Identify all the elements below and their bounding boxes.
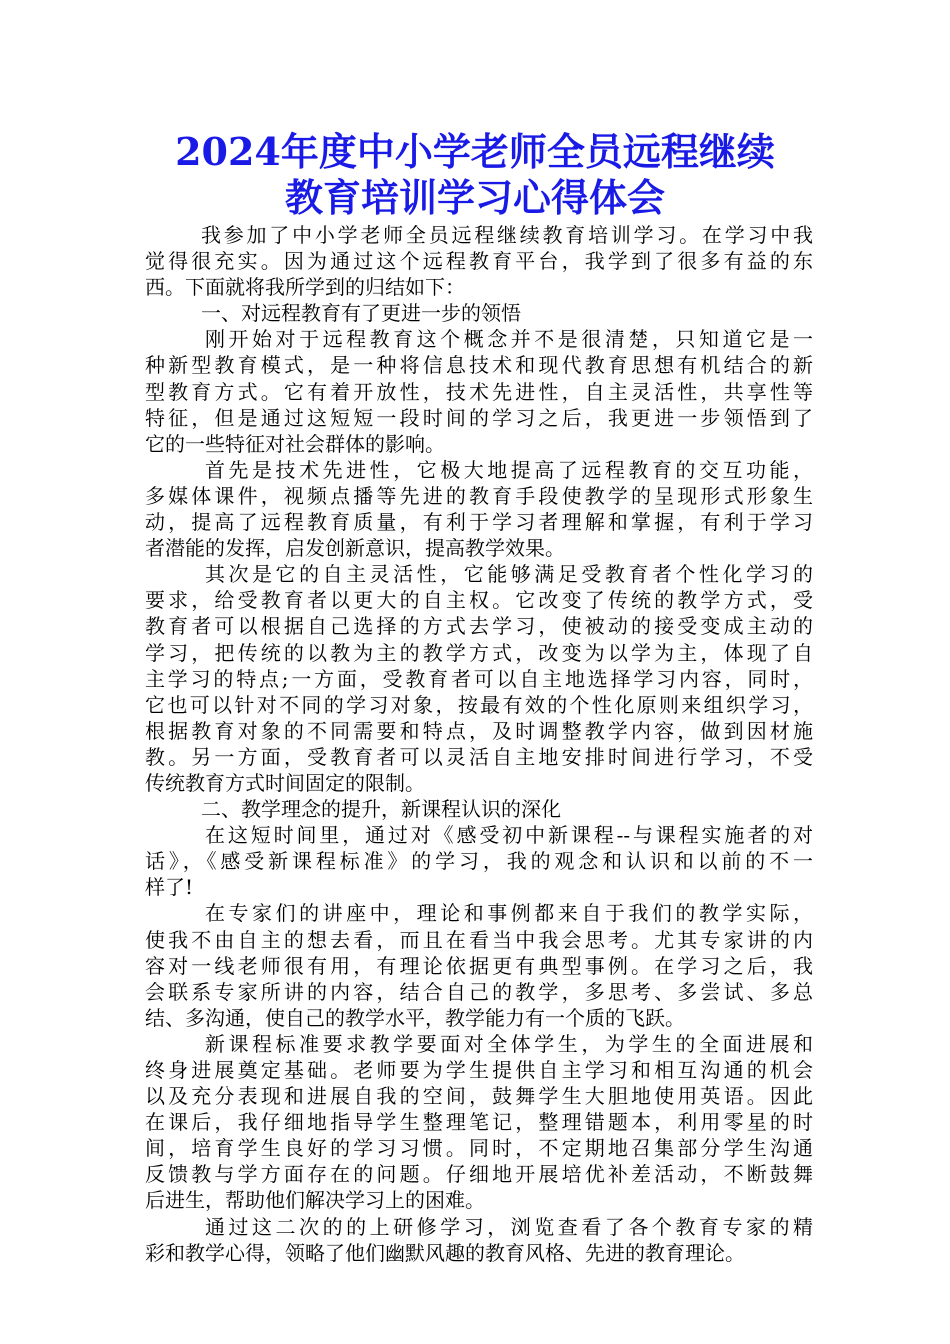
document-title-line-1: 2024年度中小学老师全员远程继续 (175, 129, 775, 174)
body-line: 样了! (145, 875, 194, 900)
body-line: 会联系专家所讲的内容，结合自己的教学，多思考、多尝试、多总 (145, 979, 813, 1004)
body-line: 动，提高了远程教育质量，有利于学习者理解和掌握，有利于学习 (145, 510, 813, 535)
body-line: 新课程标准要求教学要面对全体学生，为学生的全面进展和 (205, 1031, 813, 1056)
body-line: 通过这二次的的上研修学习，浏览查看了各个教育专家的精 (205, 1214, 813, 1239)
body-line: 传统教育方式时间固定的限制。 (145, 770, 425, 795)
body-line: 教育者可以根据自己选择的方式去学习，使被动的接受变成主动的 (145, 614, 813, 639)
body-line: 彩和教学心得，领略了他们幽默风趣的教育风格、先进的教育理论。 (145, 1240, 745, 1265)
body-line: 后进生，帮助他们解决学习上的困难。 (145, 1188, 485, 1213)
body-line: 西。下面就将我所学到的归结如下： (145, 275, 465, 300)
body-line: 在专家们的讲座中，理论和事例都来自于我们的教学实际， (205, 901, 813, 926)
section-heading: 二、教学理念的提升，新课程认识的深化 (201, 797, 561, 822)
body-line: 使我不由自主的想去看，而且在看当中我会思考。尤其专家讲的内 (145, 927, 813, 952)
body-line: 学习，把传统的以教为主的教学方式，改变为以学为主，体现了自 (145, 640, 813, 665)
body-line: 它的一些特征对社会群体的影响。 (145, 431, 445, 456)
body-line: 要求，给受教育者以更大的自主权。它改变了传统的教学方式，受 (145, 588, 813, 613)
body-line: 它也可以针对不同的学习对象，按最有效的个性化原则来组织学习， (145, 692, 813, 717)
body-line: 终身进展奠定基础。老师要为学生提供自主学习和相互沟通的机会 (145, 1058, 813, 1082)
body-line: 话》，《感受新课程标准》的学习，我的观念和认识和以前的不一 (145, 849, 813, 874)
body-line: 反馈教与学方面存在的问题。仔细地开展培优补差活动，不断鼓舞 (145, 1162, 813, 1187)
section-heading: 一、对远程教育有了更进一步的领悟 (201, 301, 521, 326)
body-line: 教。另一方面，受教育者可以灵活自主地安排时间进行学习，不受 (145, 744, 813, 769)
body-line: 主学习的特点;一方面，受教育者可以自主地选择学习内容，同时， (145, 666, 813, 691)
body-line: 在课后，我仔细地指导学生整理笔记，整理错题本，利用零星的时 (145, 1110, 813, 1135)
body-line: 以及充分表现和进展自我的空间，鼓舞学生大胆地使用英语。因此 (145, 1084, 813, 1109)
body-line: 者潜能的发挥，启发创新意识，提高教学效果。 (145, 536, 565, 561)
body-line: 其次是它的自主灵活性，它能够满足受教育者个性化学习的 (205, 562, 813, 587)
body-line: 间，培育学生良好的学习习惯。同时，不定期地召集部分学生沟通 (145, 1136, 813, 1161)
body-line: 我参加了中小学老师全员远程继续教育培训学习。在学习中我 (201, 223, 813, 247)
body-line: 容对一线老师很有用，有理论依据更有典型事例。在学习之后，我 (145, 953, 813, 978)
body-line: 根据教育对象的不同需要和特点，及时调整教学内容，做到因材施 (145, 718, 813, 743)
body-line: 结、多沟通，使自己的教学水平，教学能力有一个质的飞跃。 (145, 1005, 685, 1030)
body-line: 首先是技术先进性，它极大地提高了远程教育的交互功能， (205, 457, 813, 482)
body-line: 特征，但是通过这短短一段时间的学习之后，我更进一步领悟到了 (145, 405, 813, 430)
body-line: 型教育方式。它有着开放性，技术先进性，自主灵活性，共享性等 (145, 379, 813, 404)
body-line: 刚开始对于远程教育这个概念并不是很清楚，只知道它是一 (205, 327, 813, 352)
body-line: 觉得很充实。因为通过这个远程教育平台，我学到了很多有益的东 (145, 249, 813, 274)
body-line: 在这短时间里，通过对《感受初中新课程--与课程实施者的对 (205, 823, 813, 848)
body-line: 多媒体课件，视频点播等先进的教育手段使教学的呈现形式形象生 (145, 483, 813, 508)
document-body (145, 222, 813, 1266)
body-line: 种新型教育模式，是一种将信息技术和现代教育思想有机结合的新 (145, 353, 813, 378)
document-title-line-2: 教育培训学习心得体会 (284, 175, 665, 220)
